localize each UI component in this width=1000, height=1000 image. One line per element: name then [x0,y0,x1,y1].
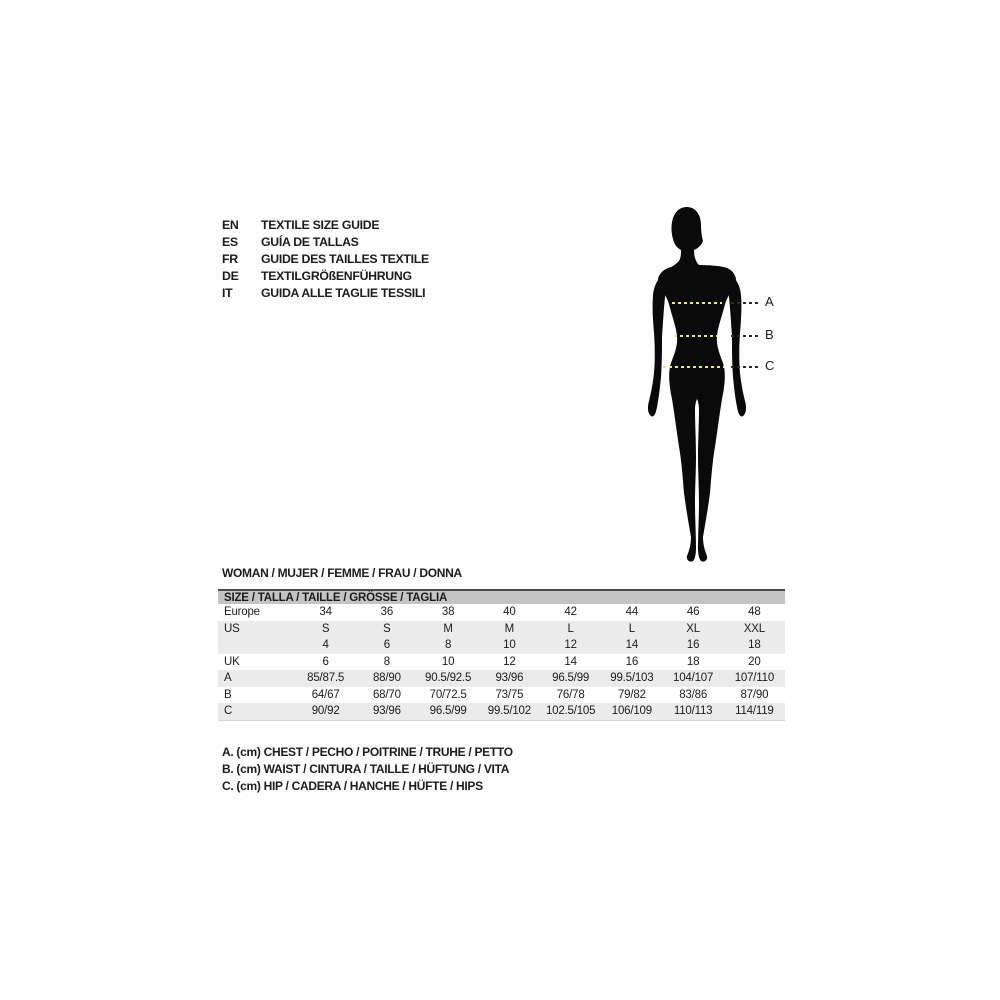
table-cell: L [567,622,574,635]
size-table [218,589,785,721]
measure-line-b-on-body [674,335,718,337]
table-cell: 99.5/103 [610,672,654,684]
language-code: FR [222,251,238,266]
table-cell: 40 [503,606,516,618]
table-cell: 12 [564,639,577,651]
legend-line-waist: B. (cm) WAIST / CINTURA / TAILLE / HÜFTUNG / VITA [222,762,510,776]
table-row-us-numeric [218,637,785,654]
measure-label-a: A [765,294,774,309]
table-cell: 104/107 [673,672,714,684]
table-cell: 96.5/99 [429,705,467,717]
table-cell: 90.5/92.5 [425,672,472,684]
table-cell: 90/92 [311,705,340,717]
measurement-legend [222,744,513,795]
table-cell: 42 [564,606,577,618]
measure-line-b-leader [731,335,760,337]
row-label: Europe [224,606,260,618]
measure-line-c-leader [731,366,760,368]
table-cell: 85/87.5 [307,672,345,684]
language-title: GUIDE DES TAILLES TEXTILE [261,251,429,266]
legend-line-chest: A. (cm) CHEST / PECHO / POITRINE / TRUHE / PETTO [222,745,513,759]
row-label: A [224,672,232,684]
table-cell: 83/86 [679,688,708,701]
language-row-fr [222,251,429,268]
table-cell: 6 [322,655,329,668]
table-cell: 8 [445,639,452,651]
gender-heading: WOMAN / MUJER / FEMME / FRAU / DONNA [222,566,462,580]
language-code: IT [222,285,233,300]
table-cell: 4 [322,639,329,651]
table-row-europe [218,604,785,621]
language-row-en [222,217,429,234]
language-title: GUÍA DE TALLAS [261,235,359,250]
table-cell: S [383,622,391,635]
table-cell: 87/90 [740,688,769,701]
table-cell: 79/82 [617,688,646,701]
table-row-us-letter [218,621,785,638]
table-row-uk [218,654,785,671]
table-cell: 99.5/102 [487,705,531,717]
table-cell: 110/113 [673,705,713,717]
table-cell: 76/78 [556,688,585,701]
table-cell: 18 [748,639,761,651]
table-cell: 64/67 [311,688,340,701]
table-cell: 106/109 [611,705,652,717]
language-row-de [222,267,429,284]
table-cell: 93/96 [495,672,524,684]
table-cell: 38 [441,606,455,618]
woman-silhouette-icon [638,205,758,567]
table-row-chest-a [218,670,785,687]
table-cell: M [504,622,515,635]
table-cell: 16 [625,655,639,668]
language-list [222,217,429,301]
table-cell: 8 [383,655,390,668]
size-table-header: SIZE / TALLA / TAILLE / GRÖSSE / TAGLIA [218,589,785,604]
table-cell: 12 [503,655,516,668]
table-cell: XXL [743,622,765,635]
measure-label-b: B [765,327,774,342]
table-cell: 70/72.5 [429,688,467,701]
language-code: EN [222,218,239,233]
table-cell: 14 [564,655,577,668]
table-cell: 96.5/99 [552,672,590,684]
row-label: B [224,688,232,701]
table-cell: 88/90 [372,672,401,684]
table-cell: 114/119 [735,705,774,717]
measure-line-a-leader [731,302,760,304]
table-cell: 107/110 [734,672,775,684]
measure-label-c: C [765,358,775,373]
table-cell: 68/70 [372,688,401,701]
table-cell: 16 [686,639,700,651]
table-cell: S [321,622,330,635]
table-cell: 14 [625,639,639,651]
row-label [218,637,295,654]
table-cell: 46 [686,606,700,618]
measure-line-c-on-body [663,366,724,368]
language-title: TEXTILE SIZE GUIDE [261,218,380,233]
table-cell: 73/75 [495,688,524,701]
row-label: UK [224,655,240,668]
table-cell: 6 [383,639,390,651]
row-label: US [224,622,240,635]
table-cell: 44 [625,606,639,618]
row-label: C [224,705,233,717]
language-row-es [222,234,429,251]
table-cell: 34 [319,606,332,618]
table-cell: 36 [380,606,394,618]
language-row-it [222,284,429,301]
table-row-hip-c [218,703,785,721]
language-title: GUIDA ALLE TAGLIE TESSILI [261,285,426,300]
table-cell: M [443,622,453,635]
language-code: DE [222,268,239,283]
table-row-waist-b [218,687,785,704]
language-code: ES [222,235,238,250]
table-cell: 102.5/105 [545,705,596,717]
table-cell: 93/96 [372,705,401,717]
table-cell: 10 [503,639,516,651]
table-cell: L [628,622,635,635]
language-title: TEXTILGRÖßENFÜHRUNG [261,268,412,283]
measure-line-a-on-body [672,302,722,304]
table-cell: XL [686,622,700,635]
table-cell: 48 [748,606,761,618]
table-cell: 10 [441,655,455,668]
table-cell: 18 [686,655,700,668]
table-cell: 20 [748,655,761,668]
legend-line-hip: C. (cm) HIP / CADERA / HANCHE / HÜFTE / HIPS [222,779,483,793]
woman-figure [638,205,808,567]
